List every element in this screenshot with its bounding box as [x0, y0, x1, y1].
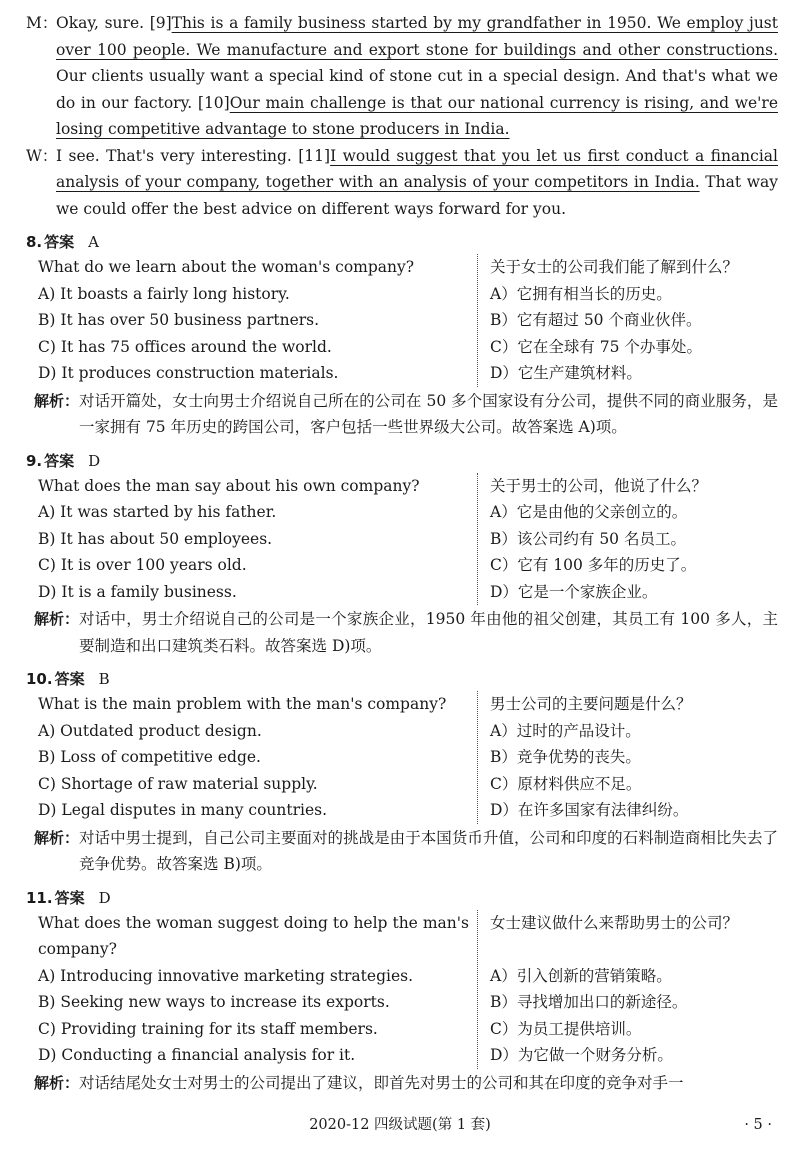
segment: Our clients usually want a special kind of stone cut in a special design. And that's what we do in our factory. — [56, 67, 778, 112]
english-column — [38, 691, 478, 824]
option-d-zh: D）它是一个家族企业。 — [490, 582, 658, 601]
question-text-zh: 男士公司的主要问题是什么？ — [490, 695, 692, 713]
question-text-en: What is the main problem with the man's company? — [38, 695, 447, 713]
option-b-zh: B）它有超过 50 个商业伙伴。 — [490, 311, 702, 329]
english-column — [38, 473, 478, 606]
analysis — [34, 606, 778, 659]
option-a-zh: A）引入创新的营销策略。 — [490, 966, 672, 985]
option-c-en: C) It has 75 offices around the world. — [38, 337, 332, 356]
analysis-text: 对话开篇处，女士向男士介绍说自己所在的公司在 50 多个国家设有分公司，提供不同的商业服务，是一家拥有 75 年历史的跨国公司，客户包括一些世界级大公司。故答案选 A)项。 — [79, 391, 778, 436]
option-c-en: C) Providing training for its staff members. — [38, 1019, 378, 1038]
dialogue-turn-man — [26, 10, 778, 143]
analysis-label: 解析： — [34, 391, 80, 410]
chinese-column — [478, 691, 778, 824]
answer-line — [26, 667, 778, 691]
answer-label: 答案 — [54, 888, 85, 907]
question-8 — [26, 230, 778, 441]
question-text-zh: 关于男士的公司，他说了什么？ — [490, 476, 708, 495]
option-b-en: B) It has about 50 employees. — [38, 529, 273, 548]
analysis — [34, 825, 778, 878]
option-a-en: A) Introducing innovative marketing strategies. — [38, 966, 414, 985]
question-text-en: What do we learn about the woman's company? — [38, 258, 415, 276]
analysis — [34, 388, 778, 441]
question-number: 10. — [26, 670, 53, 688]
question-box — [38, 254, 778, 387]
answer-line — [26, 230, 778, 254]
analysis-label: 解析： — [34, 1073, 80, 1092]
question-10 — [26, 667, 778, 878]
analysis — [34, 1070, 778, 1097]
question-box — [38, 910, 778, 1069]
dialogue-transcript — [26, 10, 778, 222]
option-d-en: D) Legal disputes in many countries. — [38, 801, 328, 819]
answer-letter: D — [98, 888, 111, 907]
answer-letter: A — [88, 233, 99, 251]
turn-text — [56, 10, 778, 143]
question-marker: [9] — [149, 14, 172, 32]
option-d-zh: D）它生产建筑材料。 — [490, 364, 642, 382]
option-b-en: B) Loss of competitive edge. — [38, 748, 261, 766]
option-a-zh: A）它是由他的父亲创立的。 — [490, 503, 688, 521]
segment: Okay, sure. — [56, 14, 150, 32]
answer-letter: D — [88, 451, 101, 470]
dialogue-turn-woman — [26, 143, 778, 223]
option-c-zh: C）原材料供应不足。 — [490, 774, 642, 793]
option-b-zh: B）竞争优势的丧失。 — [490, 748, 641, 766]
answer-label: 答案 — [44, 233, 75, 251]
question-number: 11. — [26, 888, 53, 907]
chinese-column — [478, 910, 778, 1069]
answer-label: 答案 — [54, 670, 85, 688]
option-c-zh: C）为员工提供培训。 — [490, 1019, 642, 1038]
option-b-en: B) It has over 50 business partners. — [38, 311, 320, 329]
analysis-text: 对话中，男士介绍说自己的公司是一个家族企业，1950 年由他的祖父创建，其员工有 100 多人，主要制造和出口建筑类石料。故答案选 D)项。 — [79, 610, 778, 655]
underlined-segment: This is a family business started by my grandfather in 1950. We employ just over 100 people. We manufacture and export stone for buildings and other constructions. — [56, 14, 778, 59]
question-text-zh: 女士建议做什么来帮助男士的公司？ — [490, 913, 739, 932]
segment: I see. That's very interesting. — [56, 146, 299, 165]
option-a-en: A) Outdated product design. — [38, 721, 262, 740]
question-11 — [26, 886, 778, 1097]
english-column — [38, 254, 478, 387]
chinese-column — [478, 254, 778, 387]
page-number: · 5 · — [744, 1117, 772, 1133]
question-box — [38, 473, 778, 606]
answer-line — [26, 449, 778, 473]
question-text-zh: 关于女士的公司我们能了解到什么？ — [490, 258, 739, 276]
question-box — [38, 691, 778, 824]
question-marker: [10] — [197, 93, 230, 112]
question-9 — [26, 449, 778, 660]
option-c-en: C) It is over 100 years old. — [38, 556, 247, 574]
answer-line — [26, 886, 778, 910]
option-b-zh: B）寻找增加出口的新途径。 — [490, 993, 688, 1011]
question-text-en: What does the woman suggest doing to help the man's company? — [38, 913, 469, 958]
option-d-zh: D）在许多国家有法律纠纷。 — [490, 801, 689, 819]
option-a-zh: A）它拥有相当长的历史。 — [490, 284, 672, 303]
option-a-en: A) It boasts a fairly long history. — [38, 284, 290, 303]
question-number: 8. — [26, 233, 43, 251]
speaker-label: W： — [26, 146, 58, 165]
page-footer — [0, 1112, 800, 1138]
option-b-zh: B）该公司约有 50 名员工。 — [490, 529, 686, 548]
option-a-en: A) It was started by his father. — [38, 503, 277, 521]
option-c-en: C) Shortage of raw material supply. — [38, 774, 318, 793]
option-d-en: D) It is a family business. — [38, 582, 237, 601]
speaker-label: M： — [26, 14, 58, 32]
segment: That way we could offer the best advice on different ways forward for you. — [56, 173, 778, 218]
analysis-text: 对话中男士提到，自己公司主要面对的挑战是由于本国货币升值，公司和印度的石料制造商相比失去了竞争优势。故答案选 B)项。 — [79, 828, 778, 873]
footer-title: 2020-12 四级试题(第 1 套) — [309, 1117, 491, 1133]
option-d-en: D) It produces construction materials. — [38, 364, 339, 382]
option-a-zh: A）过时的产品设计。 — [490, 721, 641, 740]
underlined-segment: Our main challenge is that our national currency is rising, and we're losing competitive advantage to stone producers in India. — [56, 93, 778, 138]
option-c-zh: C）它在全球有 75 个办事处。 — [490, 337, 702, 356]
english-column — [38, 910, 478, 1069]
answer-letter: B — [98, 670, 110, 688]
question-marker: [11] — [298, 146, 331, 165]
question-number: 9. — [26, 451, 43, 470]
analysis-label: 解析： — [34, 610, 80, 628]
option-d-zh: D）为它做一个财务分析。 — [490, 1046, 673, 1064]
turn-text — [56, 143, 778, 223]
analysis-text: 对话结尾处女士对男士的公司提出了建议，即首先对男士的公司和其在印度的竞争对手一 — [79, 1073, 684, 1092]
option-c-zh: C）它有 100 多年的历史了。 — [490, 556, 697, 574]
question-text-en: What does the man say about his own company? — [38, 476, 420, 495]
analysis-label: 解析： — [34, 828, 80, 847]
option-d-en: D) Conducting a financial analysis for it. — [38, 1046, 356, 1064]
option-b-en: B) Seeking new ways to increase its exports. — [38, 993, 390, 1011]
answer-label: 答案 — [44, 451, 75, 470]
underlined-segment: I would suggest that you let us first conduct a financial analysis of your company, together with an analysis of your competitors in India. — [56, 146, 779, 191]
chinese-column — [478, 473, 778, 606]
